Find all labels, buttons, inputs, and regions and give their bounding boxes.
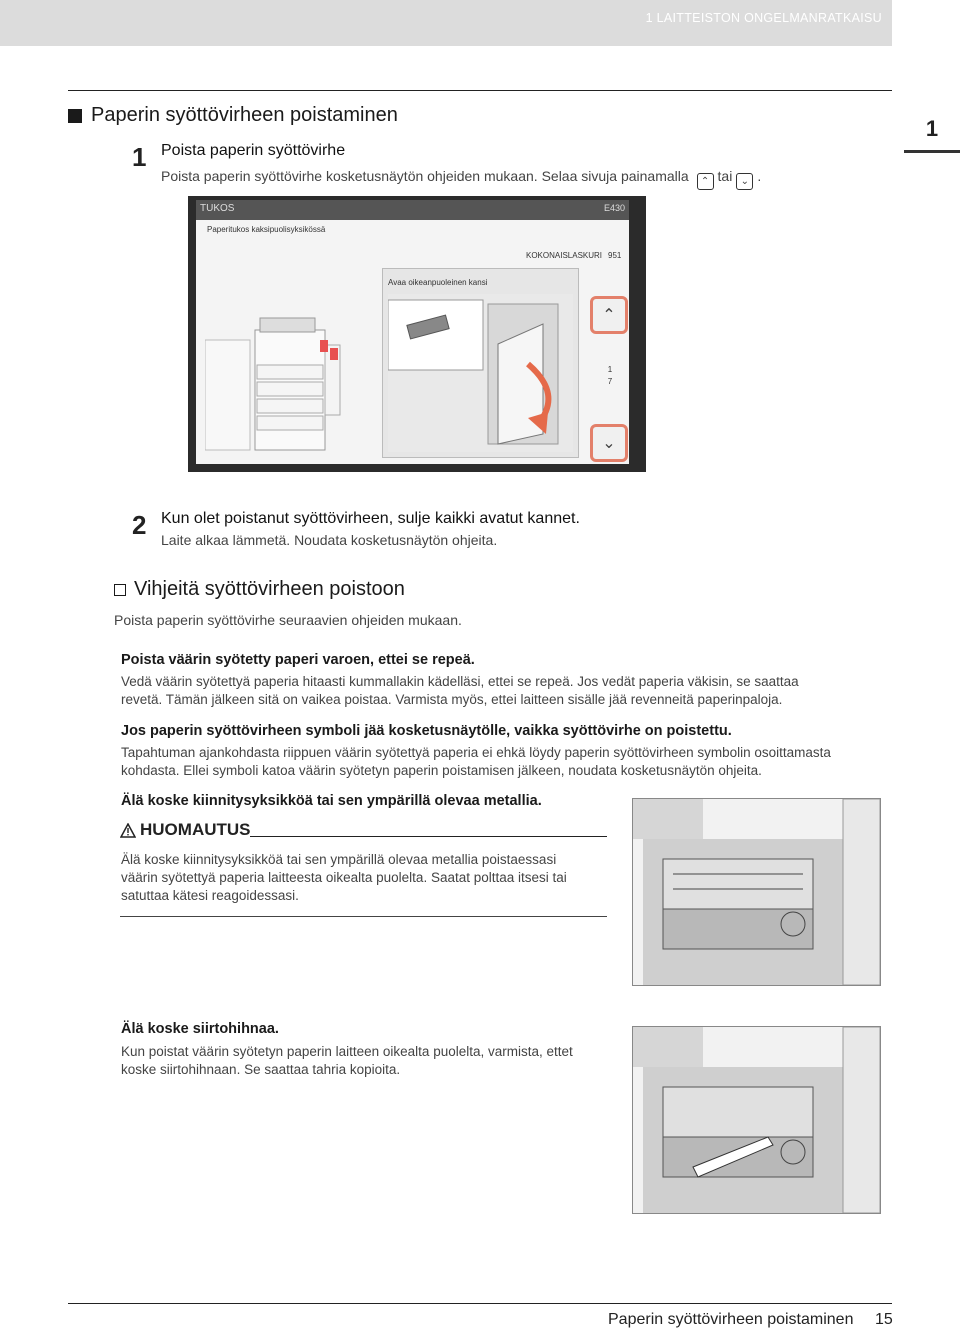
tip-body: [121, 744, 831, 780]
page-number: 15: [875, 1311, 893, 1328]
footer-rule: [68, 1303, 892, 1304]
panel-instruction: Avaa oikeanpuoleinen kansi: [388, 278, 488, 287]
caution-box: [120, 820, 608, 840]
open-cover-illustration: [388, 294, 573, 452]
running-header: 1 LAITTEISTON ONGELMANRATKAISU: [645, 11, 882, 25]
tip-heading: Älä koske siirtohihnaa.: [121, 1021, 279, 1037]
chevron-up-icon: ⌃: [602, 307, 616, 324]
counter-label: KOKONAISLASKURI: [526, 251, 603, 260]
tip-body-line: Vedä väärin syötettyä paperia hitaasti kummallakin kädelläsi, ettei se repeä. Jos vedät paperia väkisin, se saattaa: [121, 674, 799, 689]
tips-title-text: Vihjeitä syöttövirheen poistoon: [134, 578, 405, 600]
caution-body: [121, 851, 567, 905]
touchscreen-message: Paperitukos kaksipuolisyksikössä: [207, 225, 326, 234]
caution-line: satuttaa kätesi reagoidessasi.: [121, 888, 299, 903]
step-title: Poista paperin syöttövirhe: [161, 142, 346, 159]
tip-body-line: Kun poistat väärin syötetyn paperin laitteen oikealta puolelta, varmista, ettet: [121, 1044, 573, 1059]
square-bullet-icon: [68, 109, 82, 123]
page-up-button[interactable]: [590, 296, 628, 334]
footer-title: Paperin syöttövirheen poistaminen: [608, 1311, 854, 1328]
page-indicator: [598, 364, 622, 388]
step-number: 2: [132, 510, 147, 540]
step-body-period: .: [757, 168, 762, 184]
page-current: 1: [607, 365, 613, 374]
copier-illustration: [205, 310, 375, 460]
caution-line: Älä koske kiinnitysyksikköä tai sen ympärillä olevaa metallia poistaessasi: [121, 852, 557, 867]
caution-rule: [250, 836, 607, 837]
step-body: Laite alkaa lämmetä. Noudata kosketusnäytön ohjeita.: [161, 532, 498, 548]
hollow-square-bullet-icon: [114, 584, 126, 596]
section-title: [68, 104, 398, 127]
section-title-text: Paperin syöttövirheen poistaminen: [91, 104, 398, 126]
page-down-button[interactable]: [590, 424, 628, 462]
step-title: Kun olet poistanut syöttövirheen, sulje kaikki avatut kannet.: [161, 510, 580, 527]
chapter-tab-bar: [904, 150, 960, 153]
tip-heading: Jos paperin syöttövirheen symboli jää kosketusnäytölle, vaikka syöttövirhe on poistettu.: [121, 723, 732, 739]
tip-heading: Poista väärin syötetty paperi varoen, ettei se repeä.: [121, 652, 475, 668]
scroll-down-key-icon: ⌄: [736, 173, 753, 190]
caution-line: väärin syötettyä paperia laitteesta oikealta puolelta. Saatat polttaa itsesi tai: [121, 870, 567, 885]
caution-title-text: HUOMAUTUS: [140, 820, 251, 839]
tip-body: [121, 673, 799, 709]
touchscreen-title: TUKOS: [200, 203, 235, 214]
error-code: E430: [604, 203, 626, 213]
scroll-up-key-icon: ⌃: [697, 173, 714, 190]
step-body-or: tai: [717, 168, 733, 184]
page-total: 7: [607, 377, 613, 386]
touchscreen-titlebar: [196, 200, 629, 220]
tips-title: [114, 578, 405, 601]
divider: [68, 90, 892, 91]
chevron-down-icon: ⌄: [602, 435, 616, 452]
warning-triangle-icon: [120, 823, 136, 838]
tip-body-line: Tapahtuman ajankohdasta riippuen väärin syötettyä paperia ei ehkä löydy paperin syöttövirheen symbolin osoittamasta: [121, 745, 831, 760]
tip-body: [121, 1043, 573, 1079]
counter-value: 951: [608, 251, 622, 260]
chapter-tab: 1: [925, 116, 939, 141]
caution-bottom-rule: [120, 916, 607, 917]
fuser-unit-photo: [632, 798, 881, 986]
transfer-belt-photo: [632, 1026, 881, 1214]
tip-body-line: revetä. Tämän jälkeen sitä on vaikea poistaa. Varmista myös, ettei laitteen sisälle jää revenneitä paperinpaloja.: [121, 692, 783, 707]
step-number: 1: [132, 142, 147, 172]
caution-title: [120, 820, 608, 840]
step-body-text: Poista paperin syöttövirhe kosketusnäytön ohjeiden mukaan. Selaa sivuja painamalla: [161, 168, 689, 184]
tip-body-line: koske siirtohihnaan. Se saattaa tahria kopioita.: [121, 1062, 401, 1077]
tip-heading: Älä koske kiinnitysyksikköä tai sen ympärillä olevaa metallia.: [121, 793, 542, 809]
tips-intro: Poista paperin syöttövirhe seuraavien ohjeiden mukaan.: [114, 612, 462, 628]
tip-body-line: kohdasta. Ellei symboli katoa väärin syötetyn paperin poistamisen jälkeen, noudata kosketusnäytön ohjeita.: [121, 763, 762, 778]
step-body: [161, 168, 761, 190]
